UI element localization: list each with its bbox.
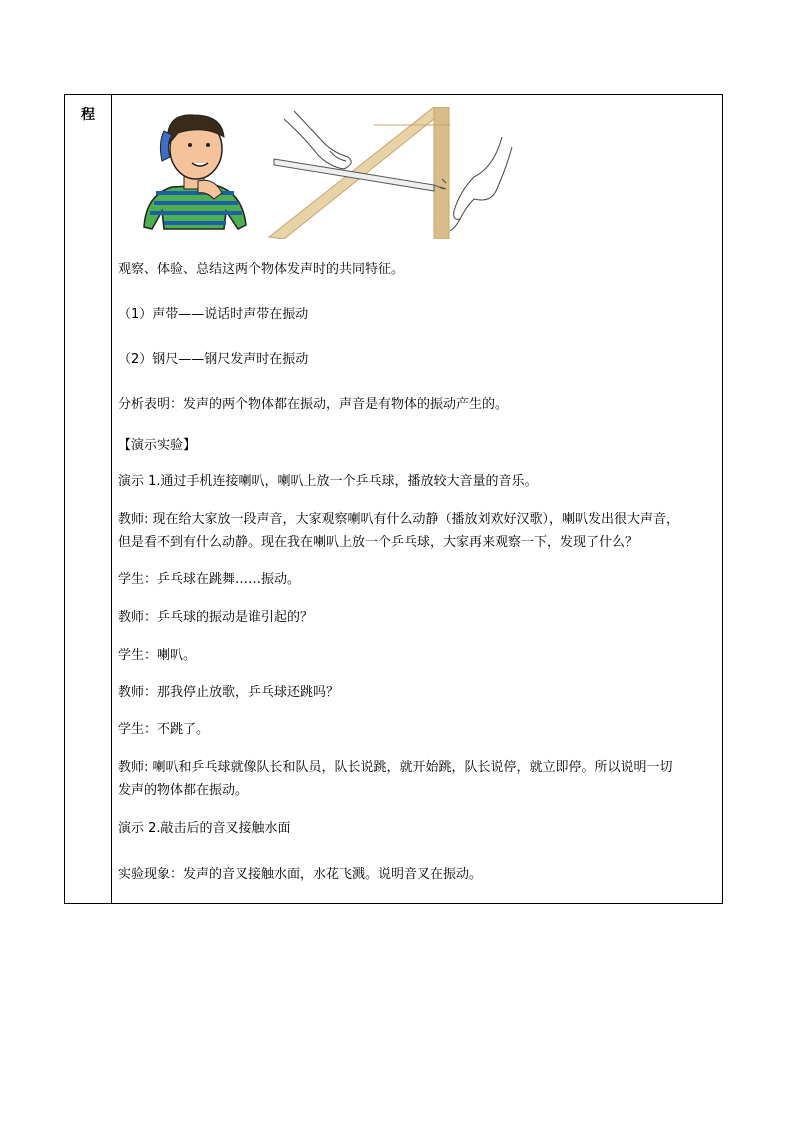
text-line: 演示 2.敲击后的音叉接触水面 [118, 821, 291, 836]
text-line: 实验现象：发声的音叉接触水面，水花飞溅。说明音叉在振动。 [118, 867, 483, 882]
lesson-table [64, 94, 723, 904]
left-column-label: 程 [81, 107, 95, 123]
text-line: 发声的物体都在振动。 [118, 783, 249, 798]
text-line: 教师: 现在给大家放一段声音，大家观察喇叭有什么动静（播放刘欢好汉歌），喇叭发出很大声音， [118, 512, 680, 527]
illustration [134, 107, 554, 239]
text-line: 但是看不到有什么动静。现在我在喇叭上放一个乒乓球，大家再来观察一下，发现了什么？ [118, 535, 639, 550]
text-line: 观察、体验、总结这两个物体发声时的共同特征。 [118, 262, 405, 277]
content-column [112, 95, 722, 903]
text-line: 学生：不跳了。 [118, 722, 210, 737]
text-line: 演示 1.通过手机连接喇叭，喇叭上放一个乒乓球，播放较大音量的音乐。 [118, 474, 538, 489]
text-line: 【演示实验】 [118, 438, 197, 453]
left-column [65, 95, 112, 903]
text-line: （1）声带——说话时声带在振动 [118, 307, 309, 322]
text-line: 学生：喇叭。 [118, 648, 197, 663]
text-line: 教师: 喇叭和乒乓球就像队长和队员，队长说跳，就开始跳，队长说停，就立即停。所以说明一切 [118, 760, 673, 775]
vibrating-ruler-illustration [269, 107, 512, 239]
text-line: 教师：那我停止放歌，乒乓球还跳吗？ [118, 685, 340, 700]
boy-touching-throat-illustration [144, 115, 246, 229]
text-line: 分析表明：发声的两个物体都在振动，声音是有物体的振动产生的。 [118, 397, 509, 412]
text-line: 学生：乒乓球在跳舞……振动。 [118, 572, 301, 587]
text-line: （2）钢尺——钢尺发声时在振动 [118, 352, 309, 367]
text-line: 教师：乒乓球的振动是谁引起的？ [118, 610, 314, 625]
